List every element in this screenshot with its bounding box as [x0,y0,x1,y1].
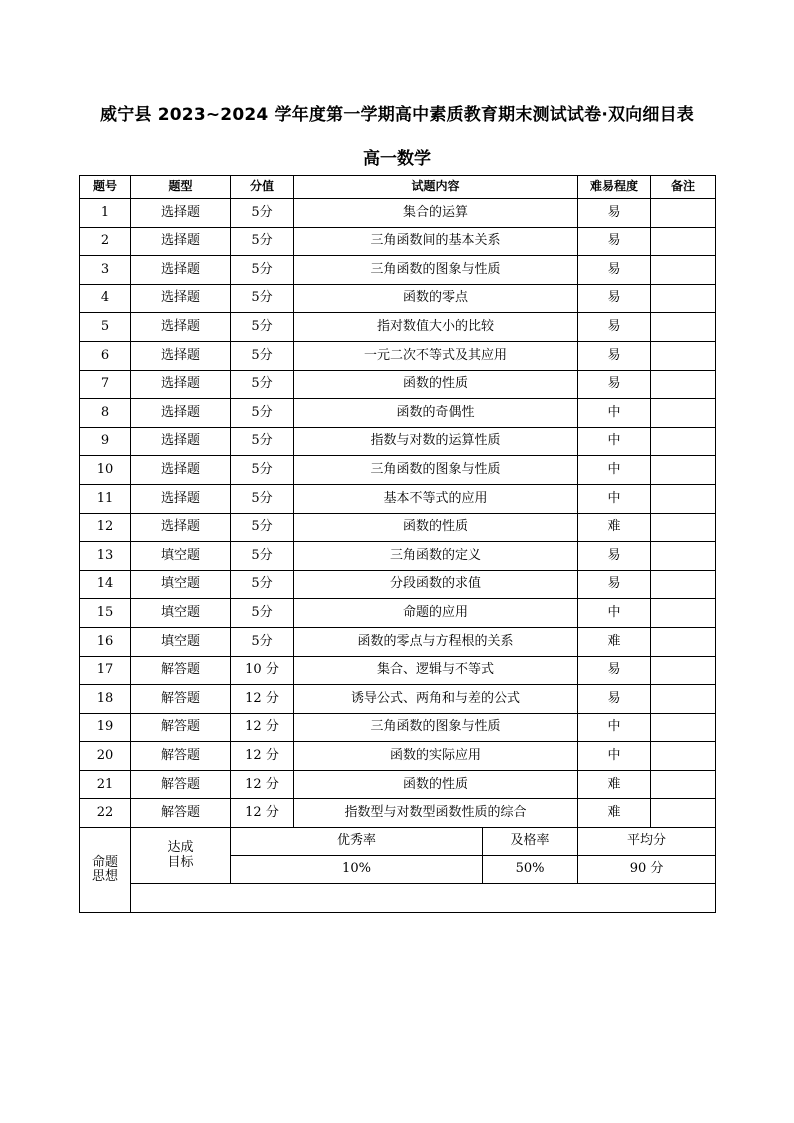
cell-no: 13 [80,542,131,571]
cell-score: 5分 [231,456,294,485]
cell-score: 12 分 [231,770,294,799]
cell-content: 基本不等式的应用 [294,484,578,513]
proposition-content-cell [131,884,716,913]
cell-no: 18 [80,685,131,714]
cell-score: 5分 [231,284,294,313]
cell-type: 选择题 [131,227,231,256]
cell-difficulty: 易 [578,227,651,256]
cell-type: 选择题 [131,284,231,313]
cell-score: 5分 [231,399,294,428]
cell-note [651,256,716,285]
table-row [80,284,716,313]
cell-no: 5 [80,313,131,342]
cell-content: 函数的奇偶性 [294,399,578,428]
table-row [80,513,716,542]
cell-type: 解答题 [131,770,231,799]
cell-no: 19 [80,713,131,742]
cell-difficulty: 易 [578,370,651,399]
cell-note [651,227,716,256]
cell-note [651,513,716,542]
cell-score: 12 分 [231,685,294,714]
header-difficulty: 难易程度 [578,176,651,199]
specification-table [79,175,716,913]
cell-note [651,399,716,428]
cell-content: 集合的运算 [294,199,578,228]
cell-difficulty: 难 [578,770,651,799]
cell-note [651,599,716,628]
header-no: 题号 [80,176,131,199]
target-label-line-1: 达成 [167,840,194,856]
table-row [80,313,716,342]
cell-no: 4 [80,284,131,313]
cell-difficulty: 难 [578,513,651,542]
cell-difficulty: 中 [578,427,651,456]
cell-difficulty: 中 [578,713,651,742]
cell-content: 三角函数的定义 [294,542,578,571]
cell-content: 三角函数的图象与性质 [294,456,578,485]
cell-content: 指数与对数的运算性质 [294,427,578,456]
cell-content: 函数的实际应用 [294,742,578,771]
cell-no: 15 [80,599,131,628]
table-row [80,341,716,370]
cell-note [651,313,716,342]
table-row [80,570,716,599]
cell-content: 函数的性质 [294,370,578,399]
cell-note [651,456,716,485]
cell-type: 选择题 [131,456,231,485]
cell-type: 选择题 [131,370,231,399]
cell-score: 5分 [231,570,294,599]
table-row [80,427,716,456]
cell-content: 函数的性质 [294,770,578,799]
table-row [80,713,716,742]
average-value: 90 分 [578,856,716,884]
cell-difficulty: 中 [578,742,651,771]
cell-type: 解答题 [131,742,231,771]
table-row [80,799,716,828]
cell-no: 10 [80,456,131,485]
cell-score: 10 分 [231,656,294,685]
cell-difficulty: 易 [578,570,651,599]
cell-content: 诱导公式、两角和与差的公式 [294,685,578,714]
cell-no: 11 [80,484,131,513]
cell-type: 解答题 [131,713,231,742]
table-row [80,399,716,428]
excellent-rate-label: 优秀率 [231,828,483,856]
average-label: 平均分 [578,828,716,856]
cell-content: 三角函数间的基本关系 [294,227,578,256]
footer-section [80,828,716,913]
cell-content: 指对数值大小的比较 [294,313,578,342]
cell-content: 函数的零点与方程根的关系 [294,627,578,656]
cell-content: 一元二次不等式及其应用 [294,341,578,370]
table-row [80,199,716,228]
cell-note [651,284,716,313]
cell-content: 集合、逻辑与不等式 [294,656,578,685]
cell-difficulty: 难 [578,799,651,828]
table-row [80,227,716,256]
cell-content: 分段函数的求值 [294,570,578,599]
cell-note [651,685,716,714]
cell-score: 5分 [231,199,294,228]
cell-score: 12 分 [231,713,294,742]
cell-note [651,770,716,799]
table-row [80,370,716,399]
table-row [80,770,716,799]
cell-type: 选择题 [131,199,231,228]
cell-note [651,627,716,656]
cell-type: 解答题 [131,799,231,828]
cell-difficulty: 易 [578,199,651,228]
cell-no: 7 [80,370,131,399]
table-body [80,199,716,828]
cell-type: 填空题 [131,627,231,656]
cell-type: 选择题 [131,256,231,285]
cell-no: 2 [80,227,131,256]
cell-no: 1 [80,199,131,228]
cell-score: 5分 [231,370,294,399]
cell-difficulty: 易 [578,656,651,685]
proposition-label [80,828,131,913]
cell-score: 12 分 [231,799,294,828]
cell-no: 20 [80,742,131,771]
cell-difficulty: 易 [578,542,651,571]
cell-score: 5分 [231,227,294,256]
cell-difficulty: 中 [578,599,651,628]
cell-content: 函数的零点 [294,284,578,313]
cell-content: 三角函数的图象与性质 [294,256,578,285]
header-note: 备注 [651,176,716,199]
proposition-blank-row [80,884,716,913]
cell-note [651,799,716,828]
table-row [80,484,716,513]
cell-type: 选择题 [131,341,231,370]
cell-note [651,427,716,456]
cell-score: 5分 [231,341,294,370]
table-row [80,742,716,771]
table-row [80,599,716,628]
cell-note [651,713,716,742]
cell-difficulty: 易 [578,313,651,342]
pass-rate-value: 50% [483,856,578,884]
cell-note [651,542,716,571]
cell-no: 17 [80,656,131,685]
cell-content: 三角函数的图象与性质 [294,713,578,742]
cell-difficulty: 易 [578,341,651,370]
document-title: 威宁县 2023~2024 学年度第一学期高中素质教育期末测试试卷·双向细目表 [100,105,694,125]
cell-difficulty: 中 [578,484,651,513]
cell-no: 16 [80,627,131,656]
cell-difficulty: 易 [578,685,651,714]
cell-score: 5分 [231,542,294,571]
cell-difficulty: 易 [578,256,651,285]
cell-score: 5分 [231,599,294,628]
cell-type: 选择题 [131,427,231,456]
cell-note [651,370,716,399]
cell-type: 选择题 [131,399,231,428]
proposition-label-line-2: 思想 [91,868,118,884]
cell-note [651,341,716,370]
cell-score: 5分 [231,313,294,342]
target-label-line-2: 目标 [167,854,194,870]
table-row [80,256,716,285]
header-type: 题型 [131,176,231,199]
cell-no: 12 [80,513,131,542]
cell-note [651,484,716,513]
document-subtitle: 高一数学 [363,149,431,169]
cell-difficulty: 难 [578,627,651,656]
cell-note [651,570,716,599]
cell-type: 解答题 [131,656,231,685]
cell-score: 5分 [231,256,294,285]
cell-no: 8 [80,399,131,428]
table-row [80,627,716,656]
cell-score: 12 分 [231,742,294,771]
cell-score: 5分 [231,513,294,542]
cell-type: 解答题 [131,685,231,714]
cell-type: 填空题 [131,542,231,571]
table-row [80,542,716,571]
cell-score: 5分 [231,427,294,456]
cell-no: 22 [80,799,131,828]
header-score: 分值 [231,176,294,199]
table-row [80,456,716,485]
cell-score: 5分 [231,627,294,656]
header-row [80,176,716,199]
cell-note [651,656,716,685]
cell-score: 5分 [231,484,294,513]
target-label [131,828,231,884]
proposition-label-line-1: 命题 [91,854,118,870]
cell-note [651,742,716,771]
cell-difficulty: 中 [578,456,651,485]
cell-type: 填空题 [131,599,231,628]
pass-rate-label: 及格率 [483,828,578,856]
table-row [80,685,716,714]
cell-content: 函数的性质 [294,513,578,542]
cell-difficulty: 中 [578,399,651,428]
header-content: 试题内容 [294,176,578,199]
cell-note [651,199,716,228]
cell-no: 9 [80,427,131,456]
cell-content: 命题的应用 [294,599,578,628]
table-row [80,656,716,685]
excellent-rate-value: 10% [231,856,483,884]
cell-difficulty: 易 [578,284,651,313]
cell-content: 指数型与对数型函数性质的综合 [294,799,578,828]
cell-no: 14 [80,570,131,599]
cell-no: 6 [80,341,131,370]
cell-no: 21 [80,770,131,799]
cell-type: 选择题 [131,484,231,513]
cell-type: 填空题 [131,570,231,599]
cell-no: 3 [80,256,131,285]
cell-type: 选择题 [131,513,231,542]
target-label-row [80,828,716,856]
cell-type: 选择题 [131,313,231,342]
